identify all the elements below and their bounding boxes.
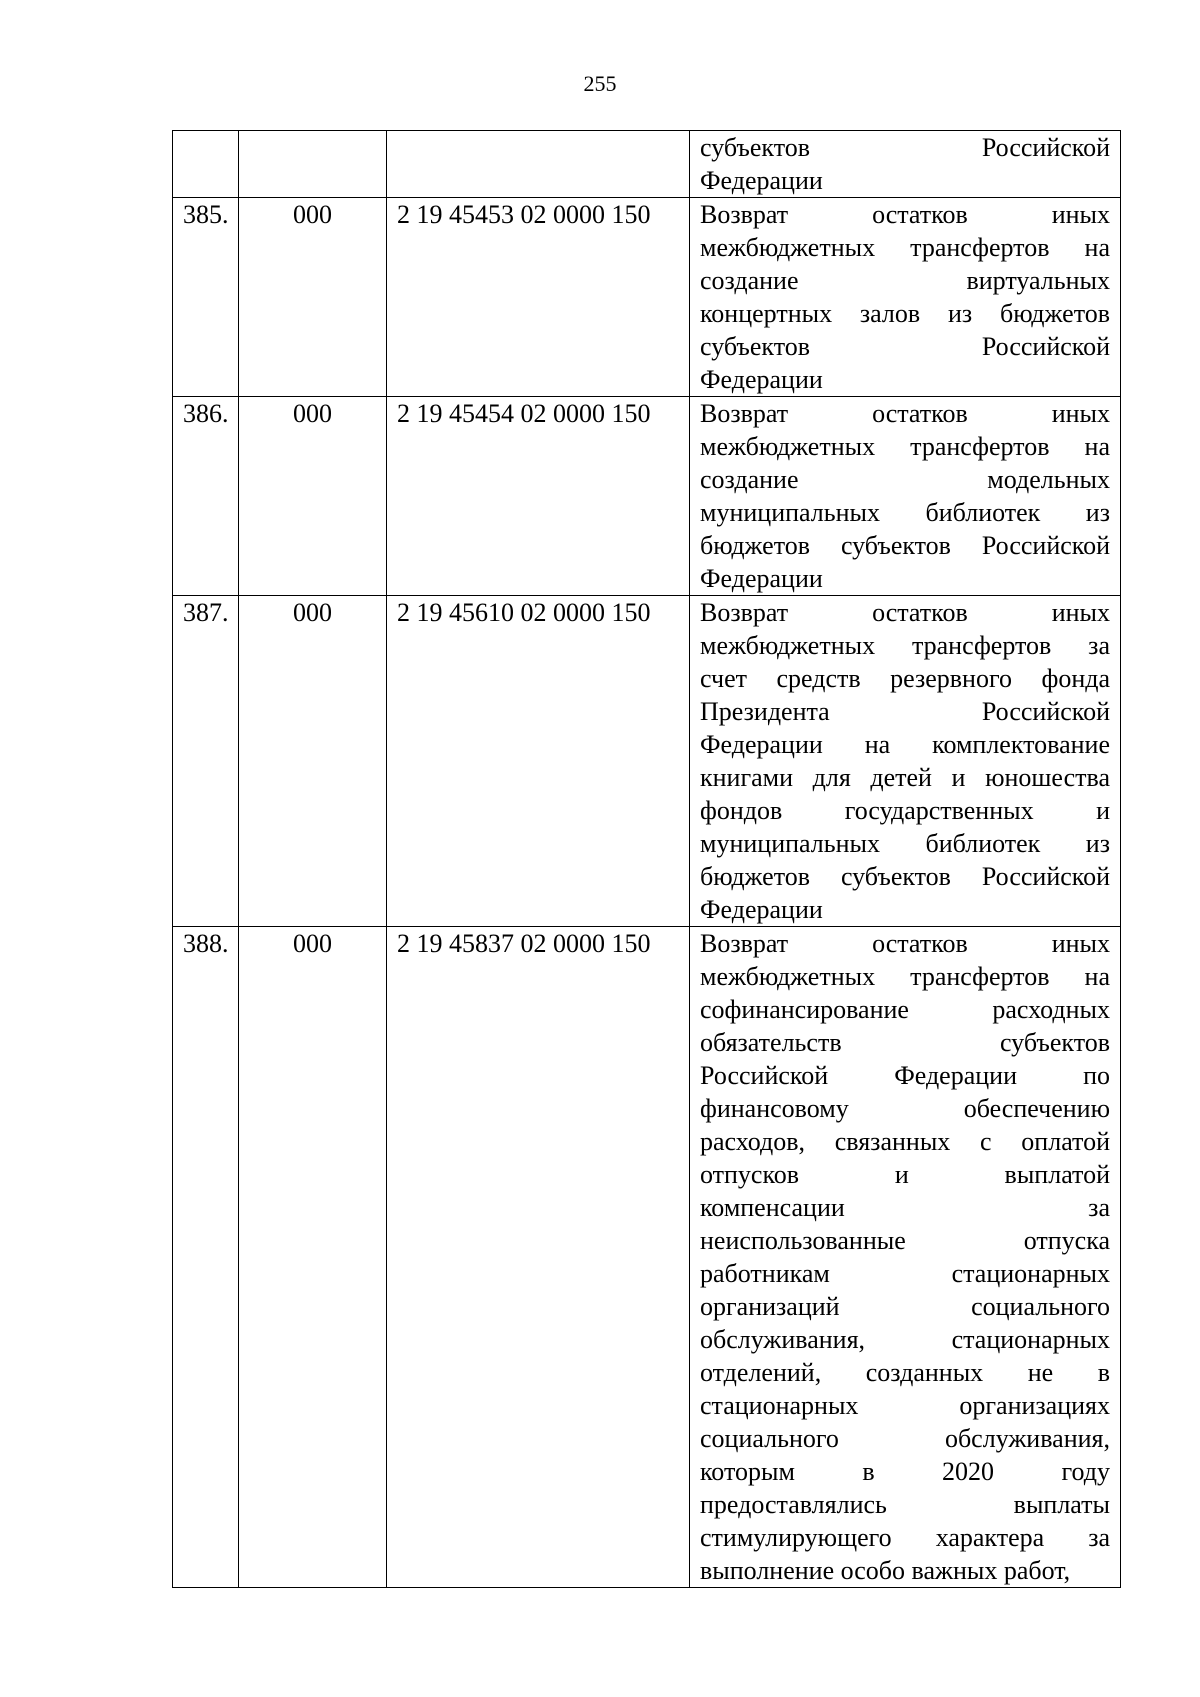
description-line: фондов государственных и [700, 796, 1110, 825]
description-cell [690, 397, 1121, 596]
description-line: предоставлялись выплаты [700, 1490, 1110, 1519]
description-line: Возврат остатков иных [700, 200, 1110, 229]
row-number-cell [173, 131, 239, 198]
description-line: Федерации [700, 895, 823, 924]
description-line: социального обслуживания, [700, 1424, 1110, 1453]
budget-classification-code-cell: 2 19 45454 02 0000 150 [387, 397, 690, 596]
table-row [173, 596, 1121, 927]
page-number: 255 [583, 71, 617, 96]
description-line: Возврат остатков иных [700, 399, 1110, 428]
description-line: Возврат остатков иных [700, 598, 1110, 627]
budget-classification-code-cell: 2 19 45837 02 0000 150 [387, 927, 690, 1588]
description-line: Федерации [700, 564, 823, 593]
description-line: межбюджетных трансфертов на [700, 233, 1110, 262]
description-line: Федерации на комплектование [700, 730, 1110, 759]
description-line: обязательств субъектов [700, 1028, 1110, 1057]
description-line: Президента Российской [700, 697, 1110, 726]
row-number-cell: 387. [173, 596, 239, 927]
admin-code-cell: 000 [239, 397, 387, 596]
budget-classification-code-cell: 2 19 45453 02 0000 150 [387, 198, 690, 397]
description-cell [690, 596, 1121, 927]
description-line: субъектов Российской [700, 332, 1110, 361]
description-cell [690, 927, 1121, 1588]
description-line: Федерации [700, 365, 823, 394]
description-line: бюджетов субъектов Российской [700, 531, 1110, 560]
description-line: работникам стационарных [700, 1259, 1110, 1288]
description-line: концертных залов из бюджетов [700, 299, 1110, 328]
description-line: субъектов Российской [700, 133, 1110, 162]
description-line: выполнение особо важных работ, [700, 1556, 1071, 1585]
description-line: муниципальных библиотек из [700, 829, 1110, 858]
table-row [173, 397, 1121, 596]
admin-code-cell: 000 [239, 927, 387, 1588]
description-line: создание виртуальных [700, 266, 1110, 295]
description-line: обслуживания, стационарных [700, 1325, 1110, 1354]
description-line: отделений, созданных не в [700, 1358, 1110, 1387]
table-row [173, 131, 1121, 198]
table-row [173, 927, 1121, 1588]
budget-code-table [172, 130, 1121, 1588]
description-line: отпусков и выплатой [700, 1160, 1110, 1189]
description-line: компенсации за [700, 1193, 1110, 1222]
admin-code-cell: 000 [239, 596, 387, 927]
budget-classification-code-cell: 2 19 45610 02 0000 150 [387, 596, 690, 927]
description-line: Возврат остатков иных [700, 929, 1110, 958]
description-line: расходов, связанных с оплатой [700, 1127, 1110, 1156]
description-line: которым в 2020 году [700, 1457, 1110, 1486]
description-cell [690, 198, 1121, 397]
budget-classification-code-cell [387, 131, 690, 198]
row-number-cell: 388. [173, 927, 239, 1588]
row-number-cell: 386. [173, 397, 239, 596]
description-line: софинансирование расходных [700, 995, 1110, 1024]
description-line: межбюджетных трансфертов за [700, 631, 1110, 660]
description-line: финансовому обеспечению [700, 1094, 1110, 1123]
admin-code-cell: 000 [239, 198, 387, 397]
description-cell [690, 131, 1121, 198]
admin-code-cell [239, 131, 387, 198]
row-number-cell: 385. [173, 198, 239, 397]
description-line: создание модельных [700, 465, 1110, 494]
description-line: книгами для детей и юношества [700, 763, 1110, 792]
description-line: стационарных организациях [700, 1391, 1110, 1420]
description-line: стимулирующего характера за [700, 1523, 1110, 1552]
description-line: Федерации [700, 166, 823, 195]
description-line: организаций социального [700, 1292, 1110, 1321]
description-line: бюджетов субъектов Российской [700, 862, 1110, 891]
description-line: межбюджетных трансфертов на [700, 962, 1110, 991]
table-row [173, 198, 1121, 397]
description-line: Российской Федерации по [700, 1061, 1110, 1090]
table-body [173, 131, 1121, 1588]
description-line: счет средств резервного фонда [700, 664, 1110, 693]
description-line: неиспользованные отпуска [700, 1226, 1110, 1255]
description-line: муниципальных библиотек из [700, 498, 1110, 527]
description-line: межбюджетных трансфертов на [700, 432, 1110, 461]
